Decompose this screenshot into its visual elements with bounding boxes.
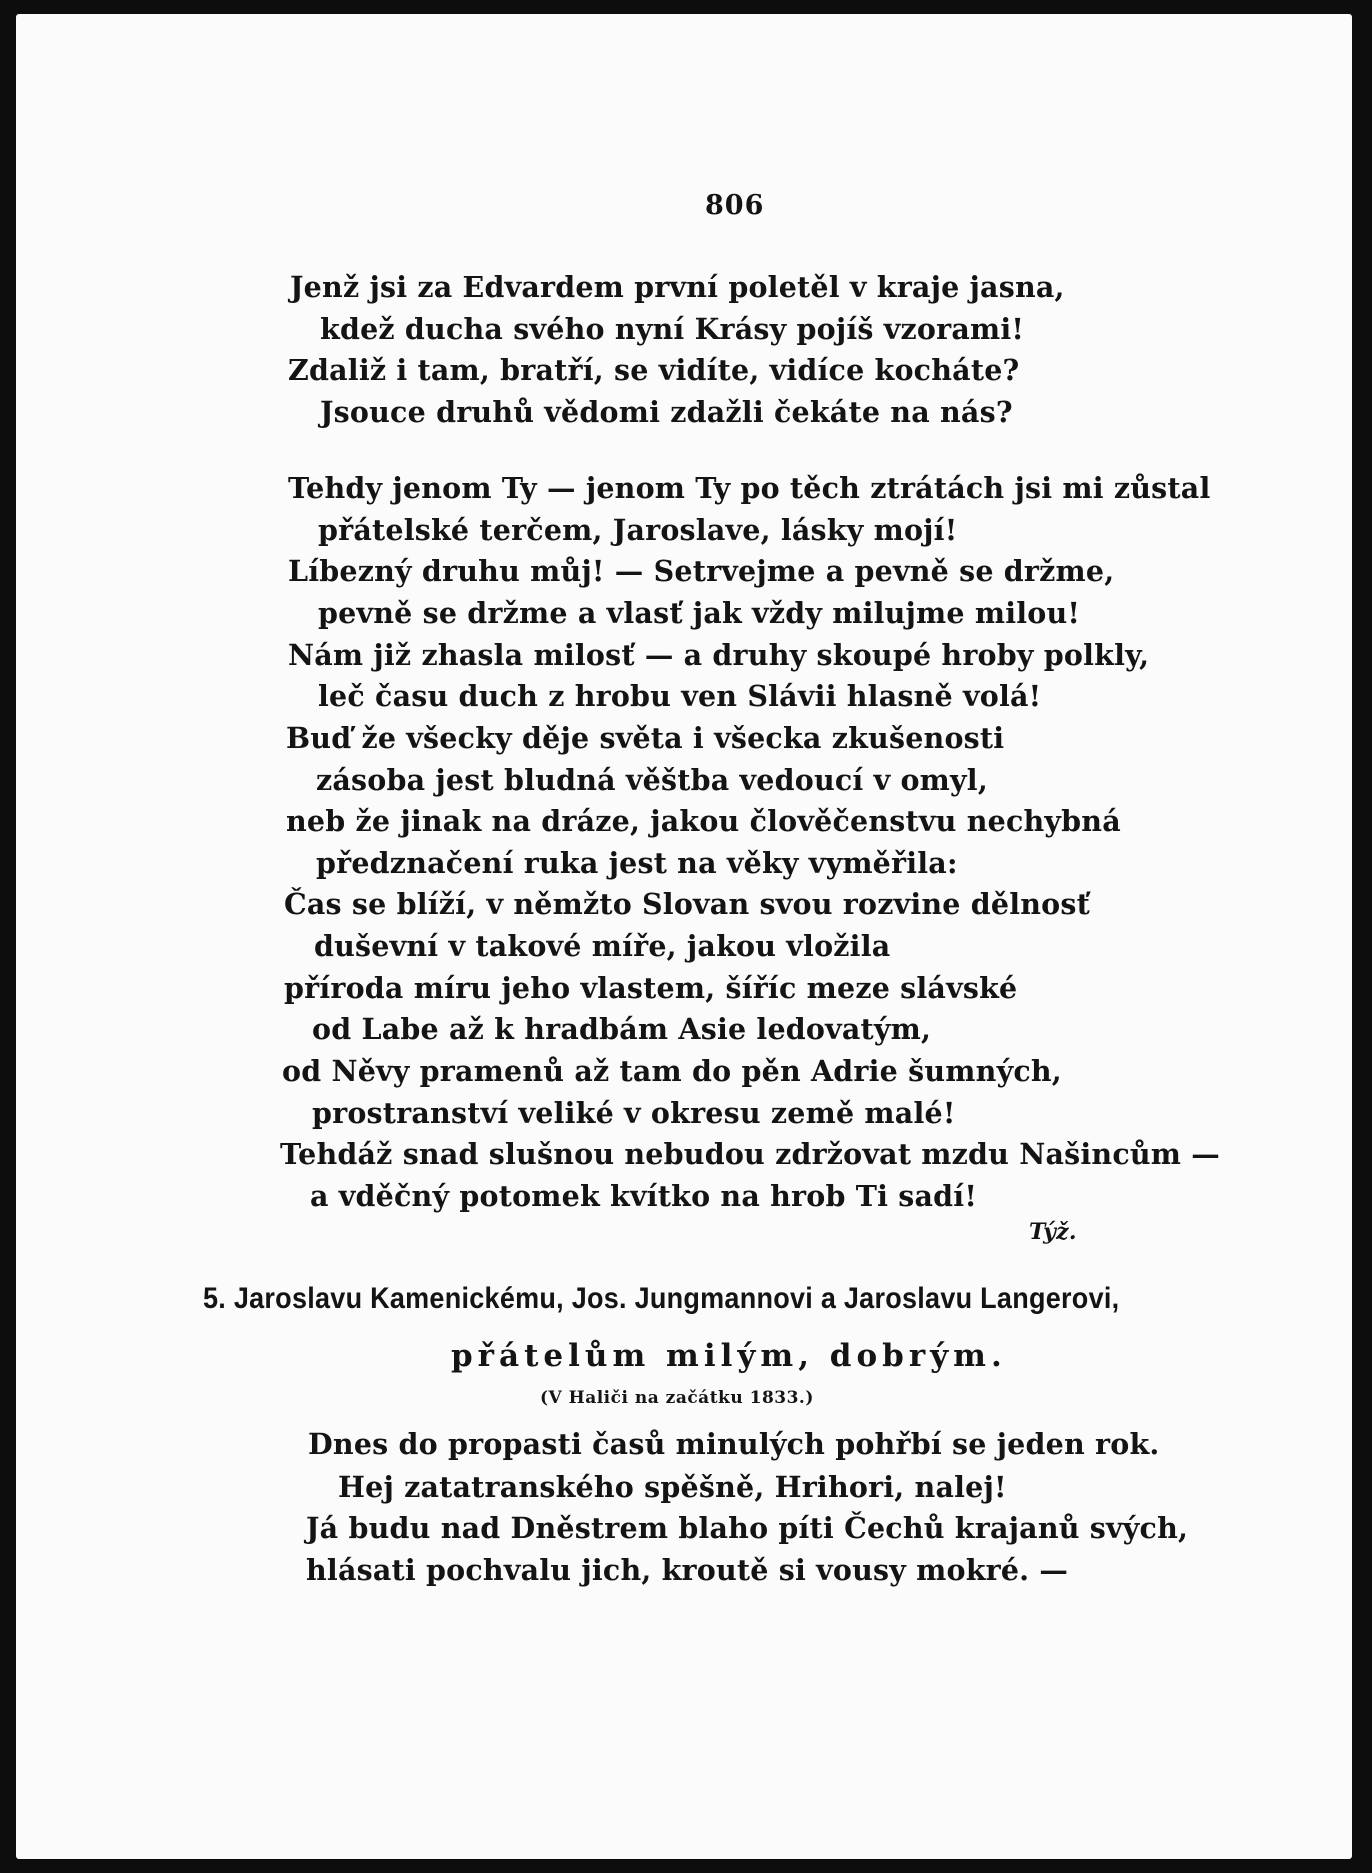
verse-line: od Labe až k hradbám Asie ledovatým,: [312, 1012, 932, 1046]
book-page: [16, 14, 1352, 1859]
section-subheading: přátelům milým, dobrým.: [451, 1338, 1007, 1374]
verse-line: prostranství veliké v okresu země malé!: [312, 1096, 956, 1130]
verse-line: přátelské terčem, Jaroslave, lásky mojí!: [318, 513, 958, 547]
section-note: (V Haliči na začátku 1833.): [540, 1388, 814, 1408]
verse-line: Buď že všecky děje světa i všecka zkušenosti: [286, 721, 1005, 755]
verse-line: zásoba jest bludná věštba vedoucí v omyl,: [316, 763, 988, 797]
verse-line: pevně se držme a vlasť jak vždy milujme milou!: [318, 596, 1081, 630]
verse-line: Jenž jsi za Edvardem první poletěl v kraje jasna,: [290, 270, 1065, 304]
verse-line: Tehdy jenom Ty — jenom Ty po těch ztrátách jsi mi zůstal: [288, 471, 1211, 505]
verse-line: Líbezný druhu můj! — Setrvejme a pevně se držme,: [288, 554, 1115, 588]
section-heading: 5. Jaroslavu Kamenickému, Jos. Jungmannovi a Jaroslavu Langerovi,: [203, 1282, 1120, 1315]
verse-line: Zdaliž i tam, bratří, se vidíte, vidíce kocháte?: [288, 353, 1020, 387]
verse-line: Čas se blíží, v němžto Slovan svou rozvine dělnosť: [284, 887, 1090, 921]
verse-line: předznačení ruka jest na věky vyměřila:: [316, 846, 958, 880]
verse-line: kdež ducha svého nyní Krásy pojíš vzorami!: [320, 312, 1025, 346]
verse-line: Já budu nad Dněstrem blaho píti Čechů krajanů svých,: [306, 1511, 1189, 1545]
verse-line: Tehdáž snad slušnou nebudou zdržovat mzdu Našincům —: [280, 1137, 1220, 1171]
verse-line: a vděčný potomek kvítko na hrob Ti sadí!: [310, 1179, 978, 1213]
verse-line: duševní v takové míře, jakou vložila: [314, 929, 891, 963]
verse-line: Nám již zhasla milosť — a druhy skoupé hroby polkly,: [288, 638, 1150, 672]
verse-line: Jsouce druhů vědomi zdažli čekáte na nás?: [320, 395, 1013, 429]
verse-line: příroda míru jeho vlastem, šíříc meze slávské: [284, 971, 1018, 1005]
verse-line: od Něvy pramenů až tam do pěn Adrie šumných,: [282, 1054, 1062, 1088]
page-number: 806: [705, 190, 765, 221]
signature: Týž.: [1029, 1219, 1077, 1245]
verse-line: hlásati pochvalu jich, kroutě si vousy mokré. —: [306, 1553, 1069, 1587]
verse-line: neb že jinak na dráze, jakou člověčenstvu nechybná: [286, 804, 1121, 838]
verse-line: Hej zatatranského spěšně, Hrihori, nalej!: [338, 1470, 1007, 1504]
verse-line: Dnes do propasti časů minulých pohřbí se jeden rok.: [308, 1427, 1160, 1461]
verse-line: leč času duch z hrobu ven Slávii hlasně volá!: [318, 679, 1042, 713]
